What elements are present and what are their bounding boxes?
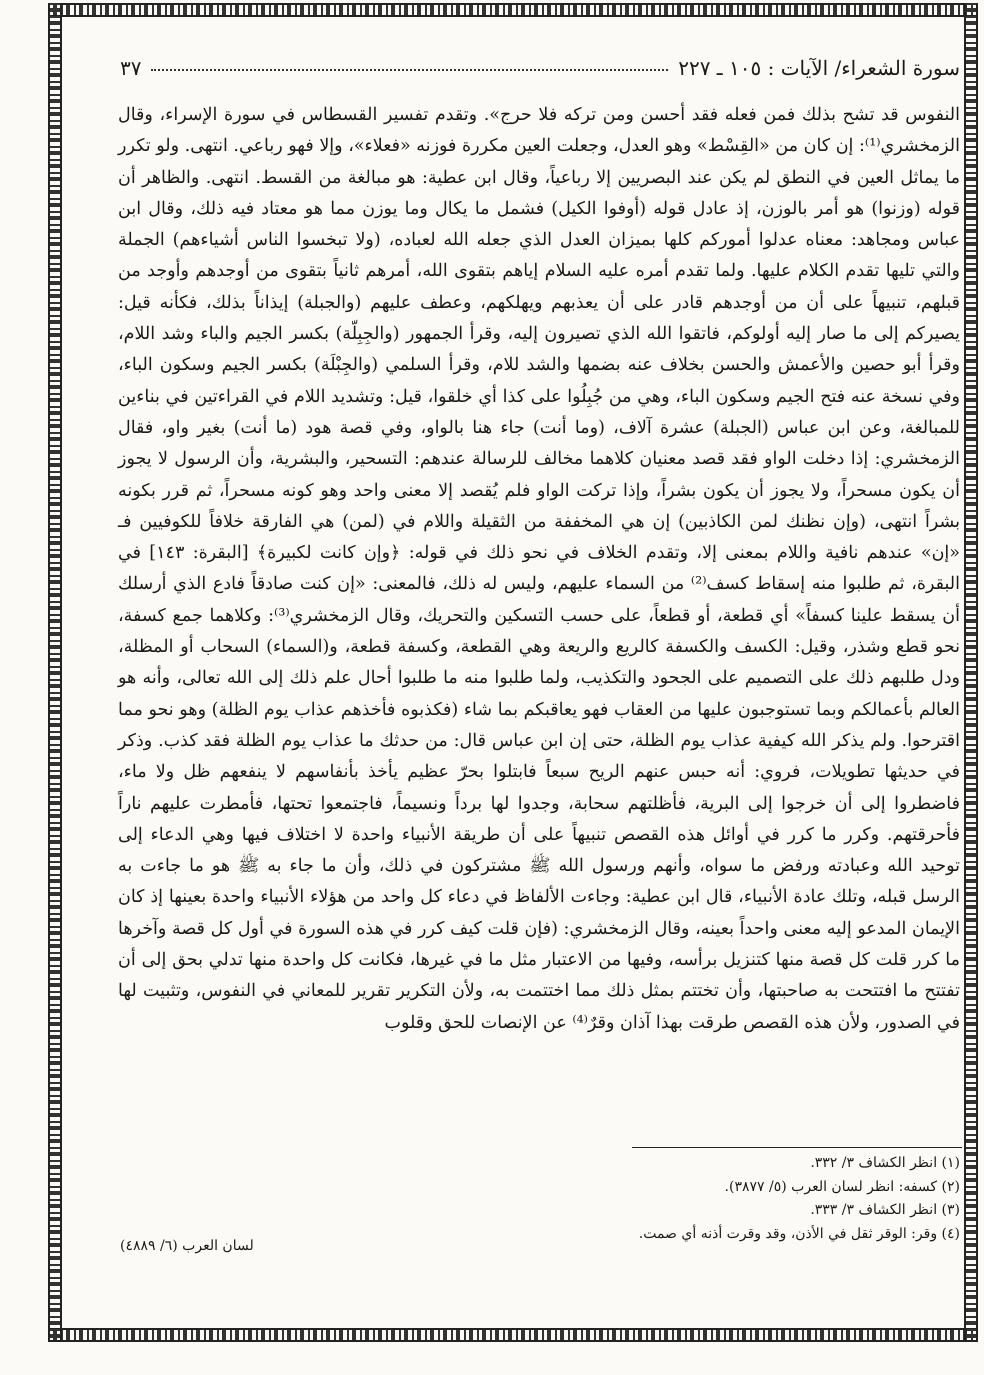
main-text [118,100,960,1039]
page-border-top [48,3,978,17]
header-dot-leader [151,69,668,71]
running-header [120,56,960,90]
page-border-left [48,3,62,1342]
body-paragraph: النفوس قد تشح بذلك فمن فعله فقد أحسن ومن تركه فلا حرج». وتقدم تفسير القسطاس في سورة الإسراء، وقال الزمخشري⁽¹⁾: إن كان من «القِسْط» وهو العدل، وجعلت العين مكررة فوزنه «فعلاء»، وإلا فهو رباعي. انتهى. ولو تكرر ما يماثل العين في النطق لم يكن عند البصريين إلا رباعياً، وقال ابن عطية: هو مبالغة من القسط. انتهى. والظاهر أن قوله (وزنوا) هو أمر بالوزن، إذ عادل قوله (أوفوا الكيل) فشمل ما يكال وما يوزن مما هو معتاد فيه ذلك، وقال ابن عباس ومجاهد: معناه عدلوا أموركم كلها بميزان العدل الذي جعله الله لعباده، (ولا تبخسوا الناس أشياءهم) الجملة والتي تليها تقدم الكلام عليها. ولما تقدم أمره عليه السلام إياهم بتقوى الله، أمرهم ثانياً بتقوى من أوجدهم وأوجد من قبلهم، تنبيهاً على أن من أوجدهم قادر على أن يعذبهم ويهلكهم، وعطف عليهم (والجبلة) إيذاناً بذلك، فكأنه قيل: يصيركم إلى ما صار إليه أولوكم، فاتقوا الله الذي تصيرون إليه، وقرأ الجمهور (والجِبِلّة) بكسر الجيم والباء وشد اللام، وقرأ أبو حصين والأعمش والحسن بخلاف عنه بضمها والشد للام، وقرأ السلمي (والجِبْلَة) بكسر الجيم وسكون الباء، وفي نسخة عنه فتح الجيم وسكون الباء، وهي من جُبِلُوا على كذا أي خلقوا، قيل: وتشديد اللام في القراءتين في بناءين للمبالغة، وعن ابن عباس (الجبلة) عشرة آلاف، (وما أنت) جاء هنا بالواو، وفي قصة هود (ما أنت) بغير واو، فقال الزمخشري: إذا دخلت الواو فقد قصد معنيان كلاهما مخالف للرسالة عندهم: التسحير، والبشرية، وأن الرسول لا يجوز أن يكون مسحراً، ولا يجوز أن يكون بشراً، وإذا تركت الواو فلم يُقصد إلا معنى واحد وهو كونه مسحراً، ثم قرر بكونه بشراً انتهى، (وإن نظنك لمن الكاذبين) إن هي المخففة من الثقيلة واللام في (لمن) هي الفارقة خلافاً للكوفيين فـ «إن» عندهم نافية واللام بمعنى إلا، وتقدم الخلاف في نحو ذلك في قوله: ﴿وإن كانت لكبيرة﴾ [البقرة: ١٤٣] في البقرة، ثم طلبوا منه إسقاط كسف⁽²⁾ من السماء عليهم، وليس له ذلك، فالمعنى: «إن كنت صادقاً فادع الذي أرسلك أن يسقط علينا كسفاً» أي قطعة، أو قطعاً، على حسب التسكين والتحريك، وقال الزمخشري⁽³⁾: وكلاهما جمع كسفة، نحو قطع وشذر، وقيل: الكسف والكسفة كالريع والريعة وهي القطعة، وكسفة قطعة، و(السماء) السحاب أو المظلة، ودل طلبهم ذلك على التصميم على الجحود والتكذيب، ولما طلبوا منه ما طلبوا أحال علم ذلك إلى الله تعالى، وأنه هو العالم بأعمالكم وبما تستوجبون عليها من العقاب فهو يعاقبكم بما شاء (فكذبوه فأخذهم عذاب يوم الظلة) وهو نحو مما اقترحوا. ولم يذكر الله كيفية عذاب يوم الظلة، حتى إن ابن عباس قال: من حدثك ما عذاب يوم الظلة فقد كذب. وذكر في حديثها تطويلات، فروي: أنه حبس عنهم الريح سبعاً فابتلوا بحرّ عظيم يأخذ بأنفاسهم لا ينفعهم ظل ولا ماء، فاضطروا إلى أن خرجوا إلى البرية، فأظلتهم سحابة، وجدوا لها برداً ونسيماً، فاجتمعوا تحتها، فأمطرت عليهم ناراً فأحرقتهم. وكرر ما كرر في أوائل هذه القصص تنبيهاً على أن طريقة الأنبياء واحدة لا اختلاف فيها وهي الدعاء إلى توحيد الله وعبادته ورفض ما سواه، وأنهم ورسول الله ﷺ مشتركون في ذلك، وأن ما جاء به ﷺ هو ما جاءت به الرسل قبله، وتلك عادة الأنبياء، قال ابن عطية: وجاءت الألفاظ في دعاء كل واحد من هؤلاء الأنبياء واحدة بعينها إذ كان الإيمان المدعو إليه معنى واحداً بعينه، وقال الزمخشري: (فإن قلت كيف كرر في هذه السورة في أول كل قصة وآخرها ما كرر قلت كل قصة منها كتنزيل برأسه، وفيها من الاعتبار مثل ما في غيرها، فكانت كل واحدة منها تدلي بحق إلى أن تفتتح ما افتتحت به صاحبتها، وأن تختتم بمثل ذلك مما اختتمت به، ولأن التكرير تقرير للمعاني في النفوس، وتثبيت لها في الصدور، ولأن هذه القصص طرقت بهذا آذان وقرٌ⁽⁴⁾ عن الإنصات للحق وقلوب [118,105,961,1033]
footnote-4: (٤) وقر: الوقر ثقل في الأذن، وقد وقرت أذنه أي صمت. [638,1225,960,1242]
footnote-2: (٢) كسفه: انظر لسان العرب (٥/ ٣٨٧٧). [724,1178,960,1195]
page-number: ٣٧ [120,56,142,80]
header-title: سورة الشعراء/ الآيات : ١٠٥ ـ ٢٢٧ [678,56,960,80]
footnotes [300,1152,960,1246]
footnote-continuation: لسان العرب (٦/ ٤٨٨٩) [120,1238,254,1254]
footnote-1: (١) انظر الكشاف ٣/ ٣٣٢. [810,1155,960,1171]
page-border-right [964,3,978,1342]
footnote-3: (٣) انظر الكشاف ٣/ ٣٣٣. [810,1202,960,1218]
page-border-bottom [48,1328,978,1342]
footnote-separator [632,1147,962,1148]
